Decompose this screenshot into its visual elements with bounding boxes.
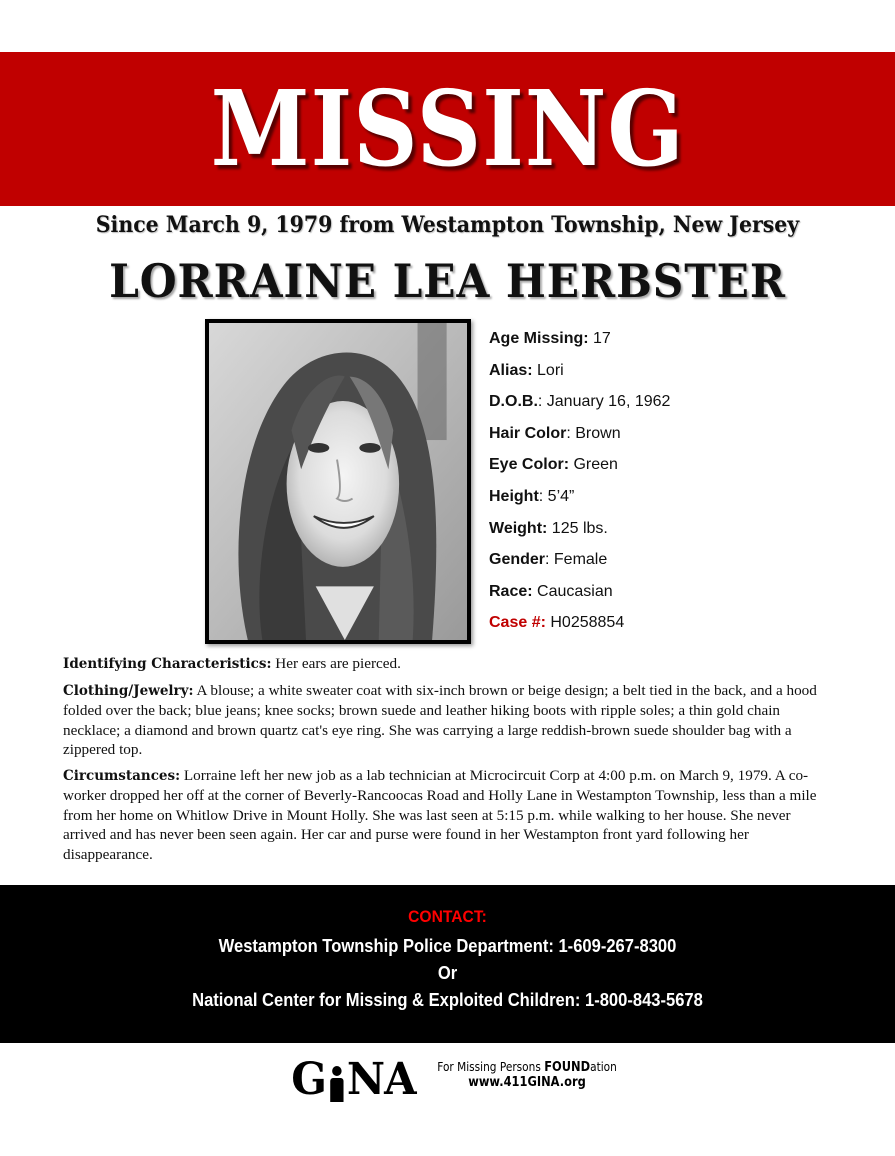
fact-gender [489,549,869,581]
person-figure-icon [327,1066,346,1102]
detail-text: Lorraine left her new job as a lab technician at Microcircuit Corp at 4:00 p.m. on March 9, 1979. A co-worker dropped her off at the corner of Beverly-Rancoocas Road and Holly Lane in Westampton Township, less than a mile from her home on Whitlow Drive in Mount Holly. She was last seen at 5:15 p.m. while walking to her house. She never arrived and has never been seen again. Her car and purse were found in her Westampton front yard following her disappearance. [63,766,817,863]
tagline-prefix: For Missing Persons [437,1060,545,1074]
person-name: LORRAINE LEA HERBSTER [109,254,786,308]
fact-value: Caucasian [532,582,613,600]
fact-label: Gender [489,551,546,569]
fact-hair-color [489,423,869,455]
tagline-bold: FOUND [544,1060,591,1075]
fact-case-number [489,612,869,644]
missing-banner [0,52,895,206]
fact-label: D.O.B. [489,393,538,411]
fact-height [489,486,869,518]
circumstances [63,766,833,865]
contact-ncmec-phone: National Center for Missing & Exploited Children: 1-800-843-5678 [192,990,703,1010]
fact-dob [489,391,869,423]
fact-alias [489,360,869,392]
gina-tagline [437,1060,617,1090]
facts-list [489,328,869,644]
case-details [63,654,833,870]
fact-label: Hair Color [489,424,567,442]
detail-text: Her ears are pierced. [271,655,401,672]
fact-value: : Brown [566,424,621,442]
fact-label: Case #: [489,614,546,632]
fact-label: Eye Color: [489,456,570,474]
detail-label: Identifying Characteristics: [63,656,272,672]
fact-value: 17 [588,330,611,347]
fact-label: Age Missing: [489,330,589,347]
gina-logo [291,1054,416,1105]
fact-label: Weight: [489,519,548,537]
gina-logo-g: G [291,1054,327,1105]
fact-value: : 5’4” [538,487,575,505]
contact-or: Or [437,963,458,983]
tagline-suffix: ation [590,1060,617,1074]
gina-website-link[interactable]: www.411GINA.org [468,1075,586,1090]
portrait-image [209,323,467,640]
banner-title: MISSING [210,67,685,190]
detail-label: Clothing/Jewelry: [63,682,194,699]
identifying-characteristics [63,654,833,675]
contact-police-phone: Westampton Township Police Department: 1-609-267-8300 [218,936,677,956]
clothing-jewelry [63,681,833,760]
fact-label: Height [489,487,539,505]
fact-value: Lori [532,361,564,379]
gina-footer [288,1055,629,1105]
contact-title: CONTACT: [408,907,487,926]
missing-since-subtitle: Since March 9, 1979 from Westampton Township, New Jersey [95,212,800,238]
fact-weight [489,518,869,550]
detail-label: Circumstances: [63,767,181,784]
person-photo [205,319,471,644]
fact-label: Race: [489,582,533,600]
fact-label: Alias: [489,361,533,379]
gina-logo-na: NA [346,1054,416,1105]
fact-eye-color [489,454,869,486]
fact-age-missing [489,328,869,360]
fact-value: 125 lbs. [547,519,608,537]
fact-value: H0258854 [545,614,625,632]
fact-value: : January 16, 1962 [537,393,671,411]
detail-text: A blouse; a white sweater coat with six-inch brown or beige design; a belt tied in the back, and a hood folded over the back; blue jeans; knee socks; brown suede and leather hiking boots with ripple soles; a thin gold chain necklace; a diamond and brown quartz cat's eye ring. She was carrying a large reddish-brown suede shoulder bag with a zippered top. [63,681,817,758]
fact-value: : Female [545,551,608,569]
contact-panel [0,885,895,1043]
fact-value: Green [569,456,618,474]
fact-race [489,581,869,613]
